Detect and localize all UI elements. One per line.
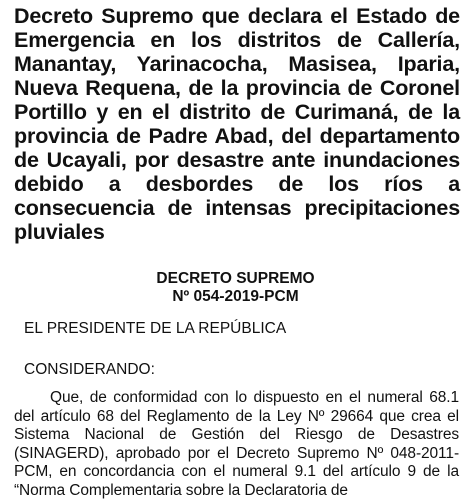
decree-title: Decreto Supremo que declara el Estado de Emergencia en los distritos de Callería, Manantay, Yarinacocha, Masisea, Iparia, Nueva Requena, de la provincia de Coronel Portillo y en el distrito de Curimaná, de la provincia de Padre Abad, del departamento de Ucayali, por desastre ante inundaciones debido a desbordes de los ríos a consecuencia de intensas precipitaciones pluviales — [14, 4, 460, 244]
decree-number: Nº 054-2019-PCM — [172, 288, 299, 305]
decree-type: DECRETO SUPREMO — [156, 270, 315, 287]
first-considering-paragraph: Que, de conformidad con lo dispuesto en el numeral 68.1 del artículo 68 del Reglamento de la Ley Nº 29664 que crea el Sistema Nacional de Gestión del Riesgo de Desastres (SINAGERD), aprobado por el Decreto Supremo Nº 048-2011-PCM, en concordancia con el numeral 9.1 del artículo 9 de la “Norma Complementaria sobre la Declaratoria de — [14, 389, 459, 499]
issuing-authority: EL PRESIDENTE DE LA REPÚBLICA — [24, 320, 287, 337]
decree-heading — [0, 270, 471, 306]
considering-heading: CONSIDERANDO: — [24, 361, 155, 378]
